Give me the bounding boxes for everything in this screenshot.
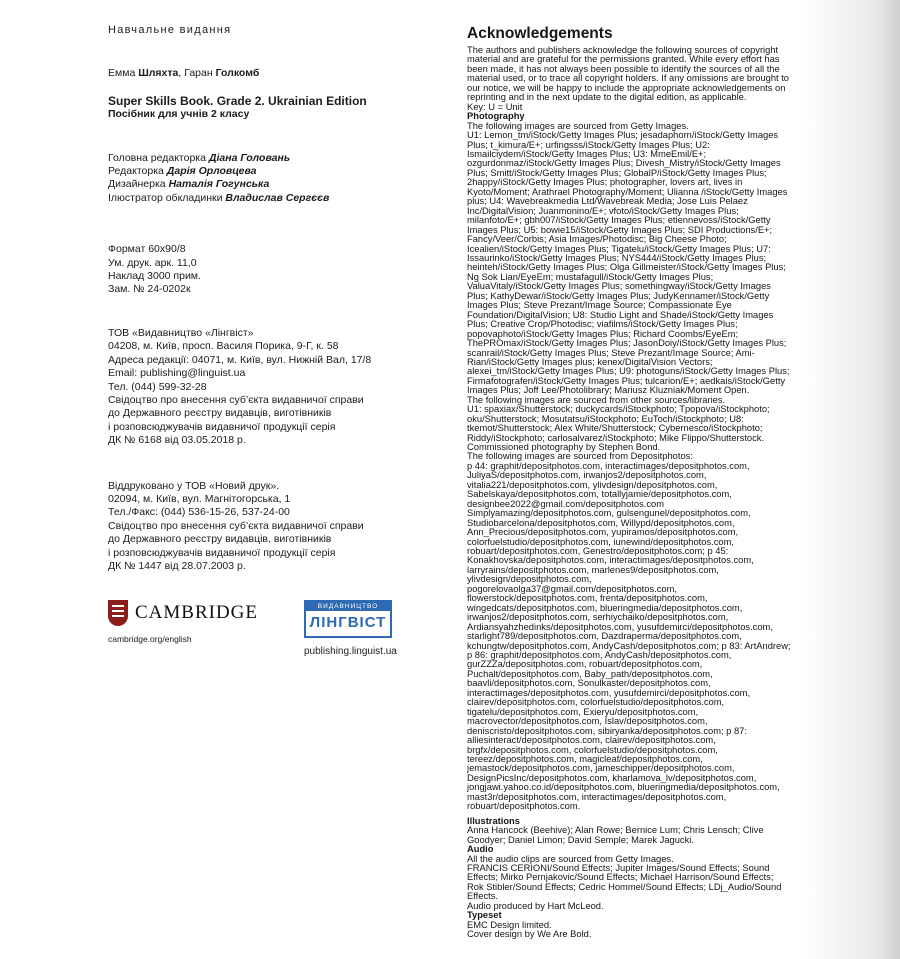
authors-line [108, 67, 438, 80]
staff-role: Дизайнерка [108, 178, 169, 191]
audio-heading: Audio [467, 844, 494, 855]
format-line: Зам. № 24-0202к [108, 283, 191, 296]
staff-row [108, 165, 438, 178]
publisher-line: і розповсюджувачів видавничої продукції серія [108, 420, 336, 433]
staff-credits [108, 152, 438, 206]
author-2-last: Голкомб [215, 67, 260, 80]
author-2-first: Гаран [184, 67, 213, 80]
illustrations-credits: Anna Hancock (Beehive); Alan Rowe; Bernice Lum; Chris Lensch; Clive Goodyer; Daniel Limon; David Semple; Marek Jagucki. [467, 825, 764, 845]
printer-line: ДК № 1447 від 28.07.2003 р. [108, 559, 246, 572]
staff-row [108, 178, 438, 191]
printer-line: 02094, м. Київ, вул. Магнітогорська, 1 [108, 492, 291, 505]
depositphotos-credits: p 44: graphit/depositphotos.com, interactimages/depositphotos.com, JuliyaS/depositphotos.com, irwanjos2/depositphotos.com, vitalia221/depositphotos.com, ylivdesign/depositphotos.com, Sabelskaya/depositphotos.com, totallyjamie/depositphotos.com, designbee2022@gmail.com/depositphotos.com Simplyamazing/depositphotos.com, gulsengunel/depositphotos.com, Studiobarcelona/depositphotos.com, Willypd/depositphotos.com, Ann_Precious/depositphotos.com, yupiramos/depositphotos.com, colorfuelstudio/depositphotos.com, iunewind/depositphotos.com, robuart/depositphotos.com, Genestro/depositphotos.com; p 45: Konakhovska/depositphotos.com, interactimages/depositphotos.com, larryrains/depositphotos.com, marlenes9/depositphotos.com, ylivdesign/depositphotos.com, pogorelovaolga37@gmail.com/depositphotos.com, flowerstock/depositphotos.com, frenta/depositphotos.com, wingedcats/depositphotos.com, blueringmedia/depositphotos.com, irwanjos2/depositphotos.com, serhiychaiko/depositphotos.com, Ardiansyahzhedinks/depositphotos.com, yusufdemirci/depositphotos.com, starlight789/depositphotos.com, Dazdraperma/depositphotos.com, kchungtw/depositphotos.com, AndyCash/depositphotos.com; p 83: ArtAndrew; p 86: graphit/depositphotos.com, AndyCash/depositphotos.com, gurZZZa/depositphotos.com, robuart/depositphotos.com, Puchalt/depositphotos.com, Baby_path/depositphotos.com, baavli/depositphotos.com, Sonulkaster/depositphotos.com, interactimages/depositphotos.com, yusufdemirci/depositphotos.com, clairev/depositphotos.com, colorfuelstudio/depositphotos.com, tigatelu/depositphotos.com, Exieryu/depositphotos.com, macrovector/depositphotos.com, Islav/depositphotos.com, deniscristo/depositphotos.com, sibiryanka/depositphotos.com; p 87: alliesinteract/depositphotos.com, clairev/depositphotos.com, brgfx/depositphotos.com, colorfuelstudio/depositphotos.com, tereez/depositphotos.com, magicleaf/depositphotos.com, jemastock/depositphotos.com, jameschipper/depositphotos.com, DesignPicsInc/depositphotos.com, kharlamova_lv/depositphotos.com, jongjawi.yahoo.co.id/depositphotos.com, blueringmedia/depositphotos.com, mast3r/depositphotos.com, interactimages/depositphotos.com, robuart/depositphotos.com. [467, 460, 791, 812]
publisher-block [108, 327, 438, 448]
linguist-logo-tagline: ВИДАВНИЦТВО [306, 602, 390, 611]
cambridge-logo [108, 600, 258, 626]
printer-line: Свідоцтво про внесення суб’єкта видавничої справи [108, 519, 364, 532]
series-label: Навчальне видання [108, 24, 232, 36]
staff-row [108, 192, 438, 205]
cover-design: Cover design by We Are Bold. [467, 929, 592, 940]
audio-intro: All the audio clips are sourced from Getty Images. [467, 853, 674, 864]
printer-line: до Державного реєстру видавців, виготівників [108, 533, 332, 546]
other-sources-intro: The following images are sourced from other sources/libraries. [467, 394, 726, 405]
publisher-line: ДК № 6168 від 03.05.2018 р. [108, 434, 246, 447]
depositphotos-intro: The following images are sourced from Depositphotos: [467, 451, 693, 462]
staff-name: Наталія Гогунська [168, 178, 270, 191]
staff-role: Головна редакторка [108, 151, 209, 164]
page-edge-shadow [804, 0, 900, 959]
typeset-credits: EMC Design limited. [467, 919, 552, 930]
staff-name: Владислав Сергєєв [225, 191, 330, 204]
staff-row [108, 152, 438, 165]
staff-role: Редакторка [108, 165, 167, 178]
format-line: Наклад 3000 прим. [108, 270, 201, 283]
publisher-line: Тел. (044) 599-32-28 [108, 380, 207, 393]
typeset-heading: Typeset [467, 910, 502, 921]
getty-credits: U1: Lemon_tm/iStock/Getty Images Plus; jesadaphorn/iStock/Getty Images Plus; t_kimura/E+; urfingsss/iStock/Getty Images Plus; U2: Ismailciydem/iStock/Getty Images Plus; U3: MmeEmil/E+; ozgurdonmaz/iStock/Getty Images Plus; Divesh_Mistry/iStock/Getty Images Plus; Smitt/iStock/Getty Images Plus; GlobalP/iStock/Getty Images Plus; 2happy/iStock/Getty Images Plus; photographer, lovers art, lives in Kyoto/Moment; Arathrael Photography/Moment; Ulianna /iStock/Getty Images plus; U4: Wavebreakmedia Ltd/Wavebreak Media; Jose Luis Pelaez Inc/DigitalVision; Juanmonino/E+; vfoto/iStock/Getty Images Plus; milanfoto/E+; gbh007/iStock/Getty Images Plus; etiennevoss/iStock/Getty Images Plus; U5: bowie15/iStock/Getty Images Plus; SDI Productions/E+; Fancy/Veer/Corbis; Asia Images/Photodisc; Big Cheese Photo; Icealien/iStock/Getty Images Plus; Tigatelu/iStock/Getty Images Plus; U7: Issaurinko/iStock/Getty Images Plus; NYS444/iStock/Getty Images Plus; heinteh/iStock/Getty Images Plus; Olga Gillmeister/iStock/Getty Images Plus; Ng Sok Lian/EyeEm; mustafagull/iStock/Getty Images Plus; ValuaVitaly/iStock/Getty Images Plus; somethingway/iStock/Getty Images Plus; KathyDewar/iStock/Getty Images Plus; JudyKennamer/iStock/Getty Images Plus; Steve Prezant/Image Source; Compassionate Eye Foundation/DigitalVision; U8: Studio Light and Shade/iStock/Getty Images Plus; Creative Crop/Photodisc; viafilms/iStock/Getty Images Plus; popovaphoto/iStock/Getty Images Plus; Richard Coombs/EyeEm; ThePROmax/iStock/Getty Images Plus; JasonDoiy/iStock/Getty Images Plus; scanrail/iStock/Getty Images Plus; Steve Prezant/Image Source; Ami-Rian/iStock/Getty Images plus; kenex/DigitalVision Vectors; alexei_tm/iStock/Getty Images Plus; U9: photoguns/iStock/Getty Images Plus; Firmafotografen/iStock/Getty Images Plus; tulcarion/E+; aedkais/iStock/Getty Images Plus; Joff Lee/Photolibrary; Mariusz Kluzniak/Moment Open. [467, 130, 790, 396]
author-1-first: Емма [108, 67, 136, 80]
acknowledgements-intro: The authors and publishers acknowledge the following sources of copyright material and are grateful for the permissions granted. While every effort has been made, it has not always been possible to identify the sources of all the material used, or to trace all copyright holders. If any omissions are brought to our notice, we will be happy to include the appropriate acknowledgements on reprinting and in the next update to the digital edition, as applicable. [467, 45, 789, 103]
commissioned-photography: Commissioned photography by Stephen Bond. [467, 442, 661, 453]
imprint-column [108, 24, 438, 573]
audio-produced: Audio produced by Hart McLeod. [467, 900, 604, 911]
linguist-wordmark: ЛІНГВІСТ [309, 614, 387, 631]
printer-block [108, 480, 438, 574]
staff-role: Ілюстратор обкладинки [108, 191, 226, 204]
illustrations-heading: Illustrations [467, 815, 520, 826]
other-sources-credits: U1: spaxiax/Shutterstock; duckycards/iStockphoto; Tpopova/iStockphoto; oku/Shutterstock; Mosutatsu/iStockphoto; EuToch/iStockphoto; U8: tkemot/Shutterstock; Alex White/Shutterstock; Cybernesco/iStockphoto; Riddy/iStockphoto; carlosalvarez/iStockphoto; Mike Flippo/Shutterstock. [467, 404, 770, 443]
photography-heading: Photography [467, 111, 525, 122]
cambridge-shield-icon [108, 600, 128, 626]
authors-separator: , [178, 67, 185, 80]
publisher-line: Email: publishing@linguist.ua [108, 367, 246, 380]
linguist-url: publishing.linguist.ua [304, 646, 397, 657]
publisher-line: Свідоцтво про внесення суб’єкта видавничої справи [108, 393, 364, 406]
printer-line: Тел./Факс: (044) 536-15-26, 537-24-00 [108, 506, 290, 519]
book-title-en: Super Skills Book. Grade 2. Ukrainian Edition [108, 93, 367, 108]
acknowledgements-column [467, 25, 791, 940]
book-title-ua: Посібник для учнів 2 класу [108, 108, 250, 121]
printer-line: Віддруковано у ТОВ «Новий друк». [108, 479, 280, 492]
logos-area [108, 600, 408, 670]
publisher-line: ТОВ «Видавництво «Лінгвіст» [108, 326, 254, 339]
format-line: Формат 60х90/8 [108, 243, 186, 256]
cambridge-url: cambridge.org/english [108, 634, 192, 644]
author-1-last: Шляхта [138, 67, 179, 80]
getty-intro: The following images are sourced from Getty Images. [467, 120, 689, 131]
staff-name: Дарія Орловцева [166, 165, 257, 178]
audio-credits: FRANCIS CERIONI/Sound Effects; Jupiter Images/Sound Effects; Sound Effects; Mirko Pernjakovic/Sound Effects; Michael Harrison/Sound Effects; Rok Stibler/Sound Effects; Cedric Hommel/Sound Effects; LDj_Audio/Sound Effects. [467, 862, 782, 902]
printer-line: і розповсюджувачів видавничої продукції серія [108, 546, 336, 559]
key-line: Key: U = Unit [467, 101, 523, 112]
publisher-line: 04208, м. Київ, просп. Василя Порика, 9-Г, к. 58 [108, 340, 339, 353]
format-line: Ум. друк. арк. 11,0 [108, 256, 197, 269]
staff-name: Діана Головань [208, 151, 291, 164]
publisher-line: до Державного реєстру видавців, виготівників [108, 407, 332, 420]
format-block [108, 243, 438, 297]
publisher-line: Адреса редакції: 04071, м. Київ, вул. Нижній Вал, 17/8 [108, 353, 372, 366]
acknowledgements-heading: Acknowledgements [467, 25, 613, 42]
cambridge-wordmark: CAMBRIDGE [135, 602, 259, 623]
linguist-logo [304, 600, 392, 638]
